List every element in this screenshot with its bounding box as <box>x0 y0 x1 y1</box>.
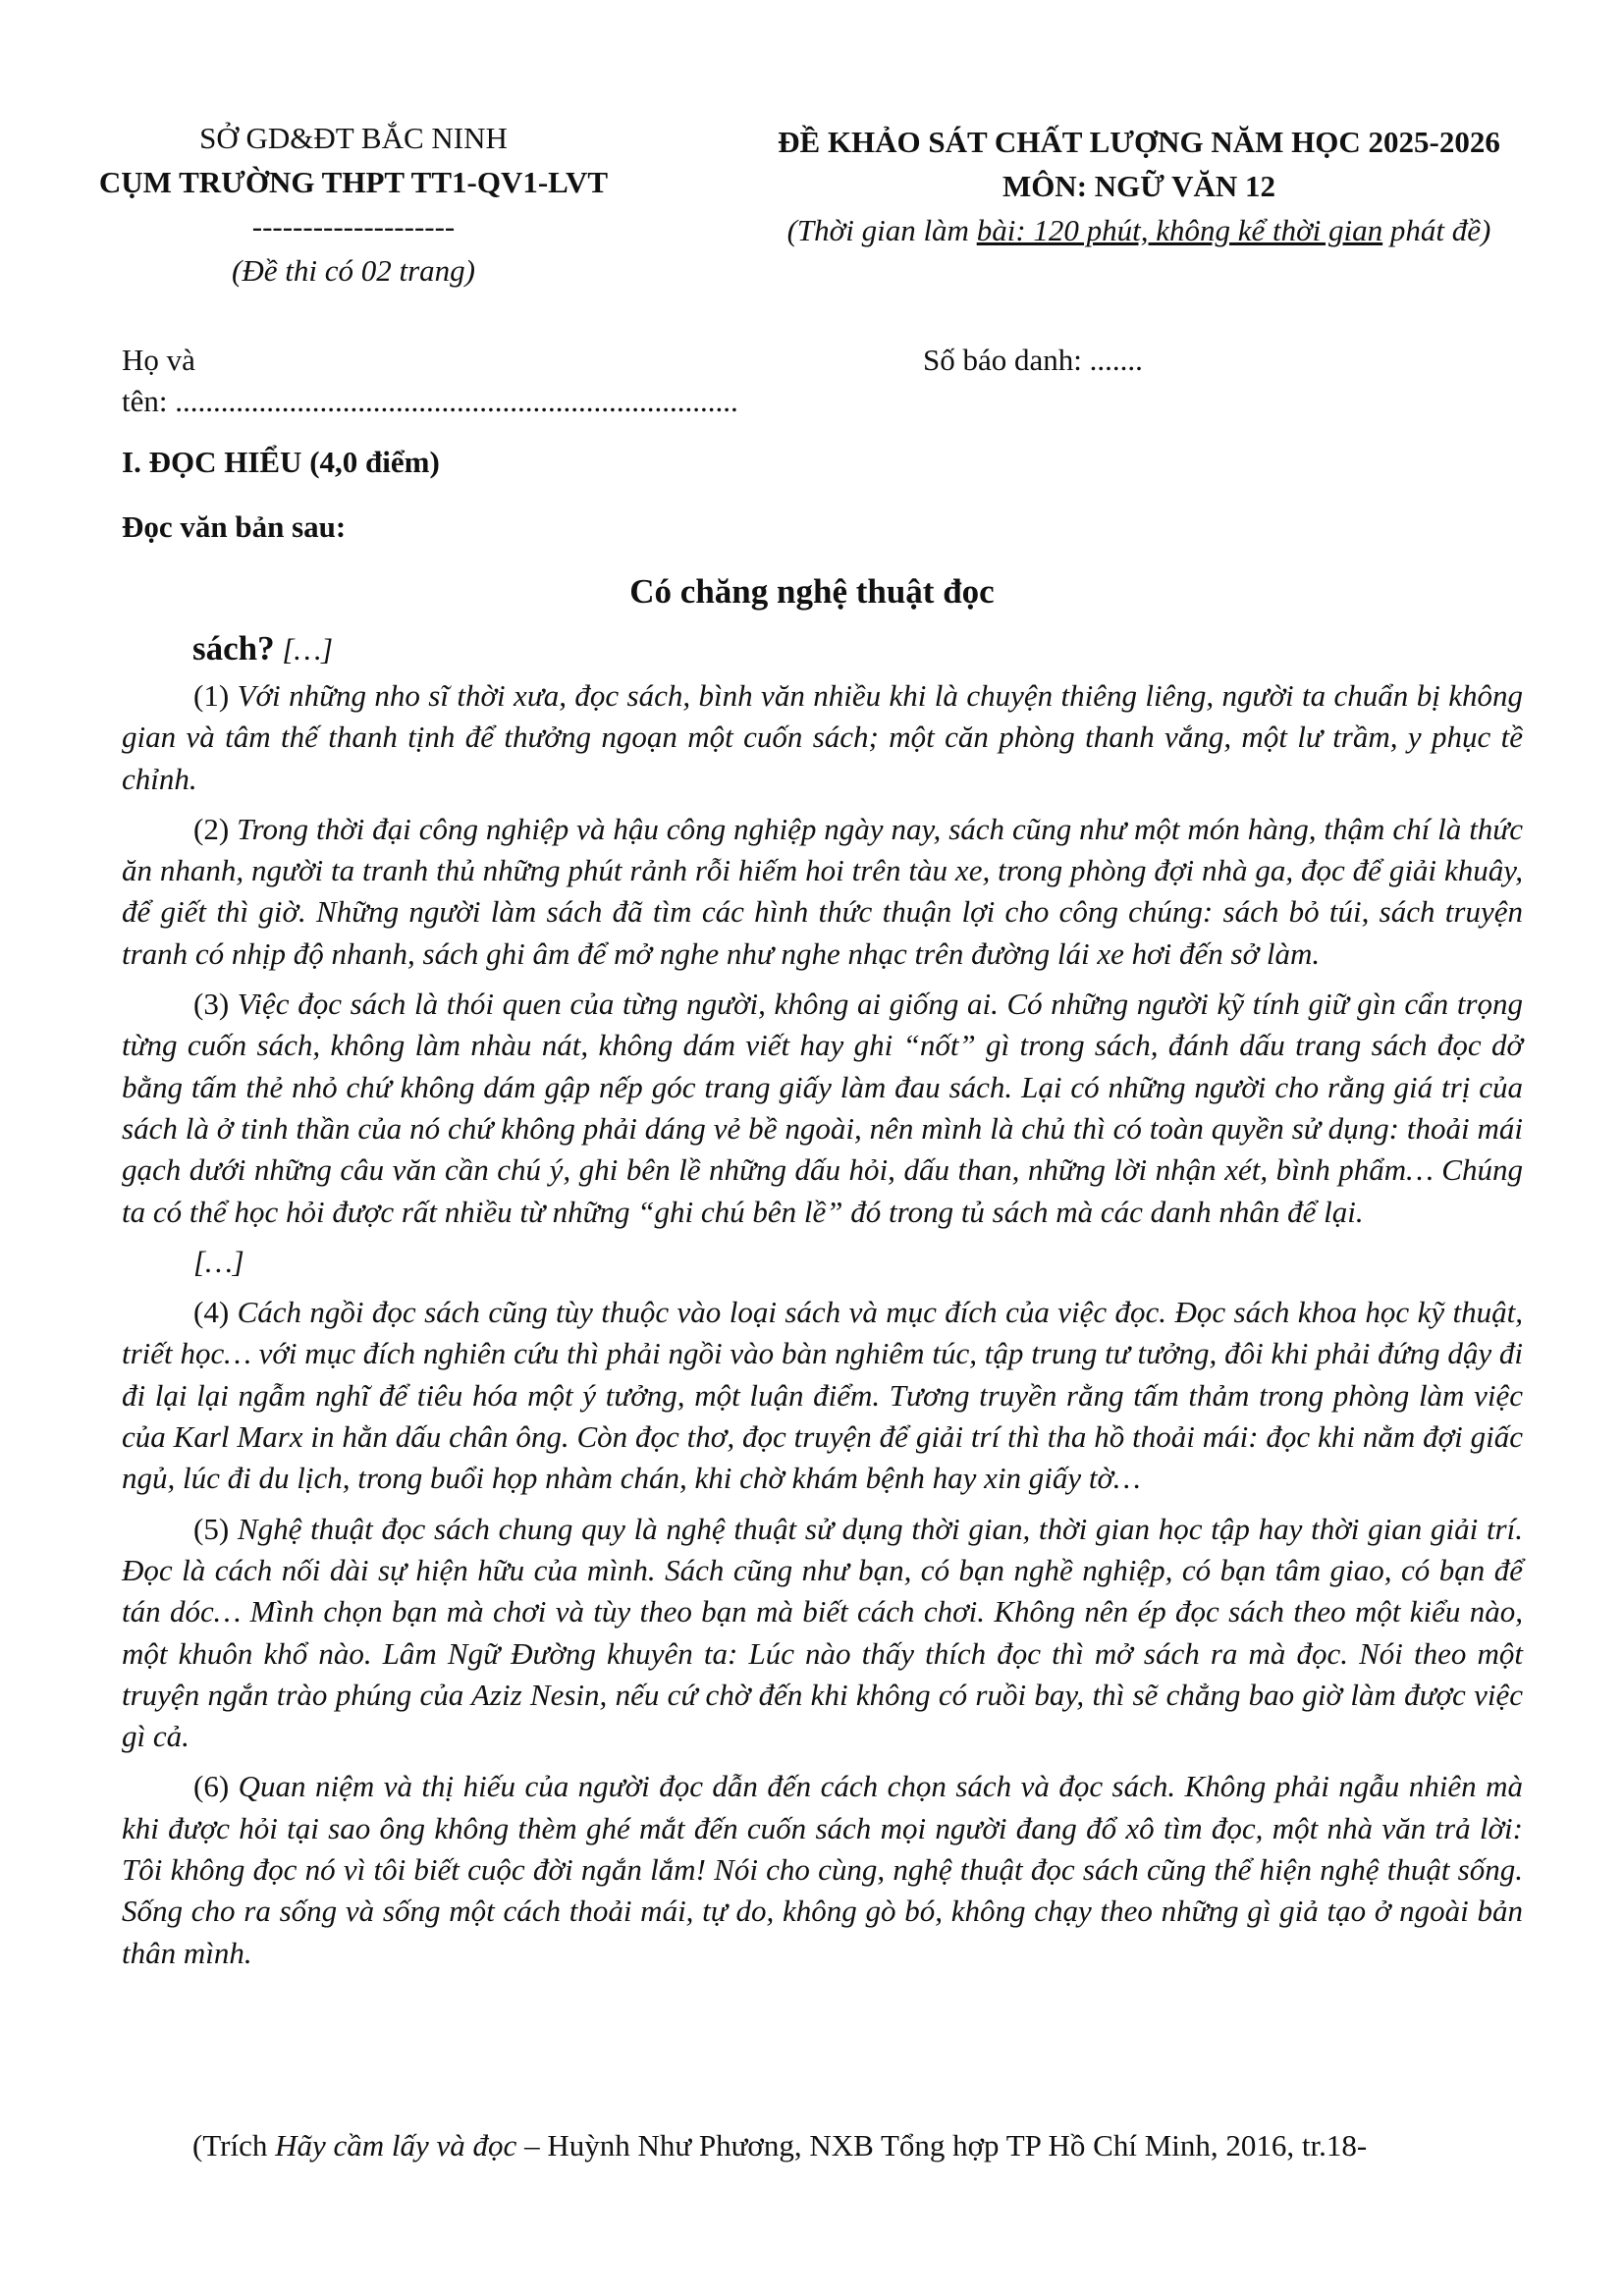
paragraph-5: (5) Nghệ thuật đọc sách chung quy là nghệ thuật sử dụng thời gian, thời gian học tập hay thời gian giải trí. Đọc là cách nối dài sự hiện hữu của mình. Sách cũng như bạn, có bạn nghề nghiệp, có bạn tâm giao, có bạn để tán dóc… Mình chọn bạn mà chơi và tùy theo bạn mà biết cách chơi. Không nên ép đọc sách theo một kiểu nào, một khuôn khổ nào. Lâm Ngữ Đường khuyên ta: Lúc nào thấy thích đọc thì mở sách ra mà đọc. Nói theo một truyện ngắn trào phúng của Aziz Nesin, nếu cứ chờ đến khi không có ruồi bay, thì sẽ chẳng bao giờ làm được việc gì cả. <box>122 1511 1523 1754</box>
reading-instruction: Đọc văn bản sau: <box>122 509 347 544</box>
passage-title-line1: Có chăng nghệ thuật đọc <box>629 572 995 611</box>
pages-note: (Đề thi có 02 trang) <box>232 253 475 288</box>
omission-marker: […] <box>193 1244 244 1279</box>
section-heading: I. ĐỌC HIỂU (4,0 điểm) <box>122 445 440 479</box>
exam-subject: MÔN: NGỮ VĂN 12 <box>1001 169 1276 203</box>
school-cluster-name: CỤM TRƯỜNG THPT TT1-QV1-LVT <box>98 165 609 199</box>
exam-time-note: (Thời gian làm bài: 120 phút, không kể thời gian phát đề) <box>786 213 1491 247</box>
citation: (Trích Hãy cầm lấy và đọc – Huỳnh Như Phương, NXB Tổng hợp TP Hồ Chí Minh, 2016, tr.18- <box>192 2128 1368 2163</box>
paragraph-1: (1) Với những nho sĩ thời xưa, đọc sách, bình văn nhiều khi là chuyện thiêng liêng, người ta chuẩn bị không gian và tâm thế thanh tịnh để thưởng ngoạn một cuốn sách; một căn phòng thanh vắng, một lư trầm, y phục tề chỉnh. <box>122 678 1523 796</box>
passage-body <box>122 675 1523 1983</box>
header-right <box>677 120 1600 252</box>
paragraph-3: (3) Việc đọc sách là thói quen của từng người, không ai giống ai. Có những người kỹ tính giữ gìn cẩn trọng từng cuốn sách, không làm nhàu nát, không dám viết hay ghi “nốt” gì trong sách, đánh dấu trang sách đọc dở bằng tấm thẻ nhỏ chứ không dám gập nếp góc trang giấy làm đau sách. Lại có những người cho rằng giá trị của sách là ở tinh thần của nó chứ không phải dáng vẻ bề ngoài, nên mình là chủ thì có toàn quyền sử dụng: thoải mái gạch dưới những câu văn cần chú ý, ghi bên lề những dấu hỏi, dấu than, những lời nhận xét, bình phẩm… Chúng ta có thể học hỏi được rất nhiều từ những “ghi chú bên lề” đó trong tủ sách mà các danh nhân để lại. <box>122 987 1523 1229</box>
paragraph-6: (6) Quan niệm và thị hiếu của người đọc dẫn đến cách chọn sách và đọc sách. Không phải ngẫu nhiên mà khi được hỏi tại sao ông không thèm ghé mắt đến cuốn sách mọi người đang đổ xô tìm đọc, một nhà văn trả lời: Tôi không đọc nó vì tôi biết cuộc đời ngắn lắm! Nói cho cùng, nghệ thuật đọc sách cũng thể hiện nghệ thuật sống. Sống cho ra sống và sống một cách thoải mái, tự do, không gò bó, không chạy theo những gì giả tạo ở ngoài bản thân mình. <box>122 1769 1523 1970</box>
paragraph-4: (4) Cách ngồi đọc sách cũng tùy thuộc vào loại sách và mục đích của việc đọc. Đọc sách khoa học kỹ thuật, triết học… với mục đích nghiên cứu thì phải ngồi vào bàn nghiêm túc, tập trung tư tưởng, đôi khi phải đứng dậy đi đi lại lại ngẫm nghĩ để tiêu hóa một ý tưởng, một luận điểm. Tương truyền rằng tấm thảm trong phòng làm việc của Karl Marx in hằn dấu chân ông. Còn đọc thơ, đọc truyện để giải trí thì tha hồ thoải mái: đọc khi nằm đợi giấc ngủ, lúc đi du lịch, trong buổi họp nhàm chán, khi chờ khám bệnh hay xin giấy tờ… <box>122 1295 1523 1496</box>
paragraph-2: (2) Trong thời đại công nghiệp và hậu công nghiệp ngày nay, sách cũng như một món hàng, thậm chí là thức ăn nhanh, người ta tranh thủ những phút rảnh rỗi hiếm hoi trên tàu xe, trong phòng đợi nhà ga, đọc để giải khuây, để giết thì giờ. Những người làm sách đã tìm các hình thức thuận lợi cho công chúng: sách bỏ túi, sách truyện tranh có nhịp độ nhanh, sách ghi âm để mở nghe như nghe nhạc trên đường lái xe hơi đến sở làm. <box>122 811 1523 971</box>
header-divider: -------------------- <box>251 209 456 243</box>
exam-title: ĐỀ KHẢO SÁT CHẤT LƯỢNG NĂM HỌC 2025-2026 <box>778 125 1500 159</box>
department-name: SỞ GD&ĐT BẮC NINH <box>199 121 508 155</box>
passage-title-line2: sách? […] <box>192 629 334 667</box>
student-name-field: tên: .......................................................................... <box>122 384 738 418</box>
student-id-field: Số báo danh: ....... <box>923 343 1143 377</box>
student-name-label: Họ và <box>122 343 195 377</box>
header-left <box>39 116 668 293</box>
